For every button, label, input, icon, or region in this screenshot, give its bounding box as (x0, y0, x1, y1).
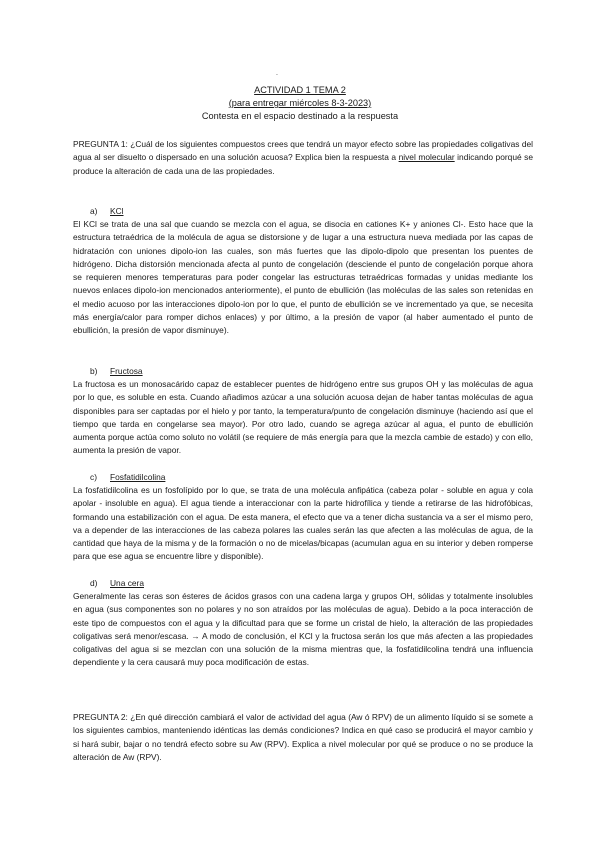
item-a-label: a) (90, 206, 98, 216)
item-c-heading (90, 471, 165, 483)
question-2: PREGUNTA 2: ¿En qué dirección cambiará el valor de actividad del agua (Aw ó RPV) de un alimento líquido si se somete a los siguientes cambios, manteniendo idénticas las demás condiciones? Indica en qué caso se producirá el mayor cambio y si hará subir, bajar o no tendrá efecto sobre su Aw (RPV). Explica a nivel molecular por qué se produce o no se produce la alteración de Aw (RPV). (73, 712, 533, 762)
item-b-answer: La fructosa es un monosacárido capaz de establecer puentes de hidrógeno entre sus grupos OH y las moléculas de agua por lo que, es soluble en esta. Cuando añadimos azúcar a una solución acuosa dejan de haber tantas moléculas de agua disponibles para ser captadas por el hielo y por tanto, la temperatura/punto de congelación disminuye (haciendo así que el tiempo que tarda en congelarse sea mayor). Por otro lado, cuando se agrega azúcar al agua, el punto de ebullición aumenta porque actúa como soluto no volátil (se requiere de más energía para que la mezcla cambie de estado) y con ello, aumenta la presión de vapor. (73, 379, 533, 456)
item-d-name: Una cera (110, 578, 144, 588)
item-d-label: d) (90, 578, 98, 588)
stray-dot: . (276, 70, 278, 77)
activity-title-text: ACTIVIDAD 1 TEMA 2 (254, 85, 346, 95)
item-d-answer: Generalmente las ceras son ésteres de ácidos grasos con una cadena larga y grupos OH, sólidas y totalmente insolubles en agua (sus componentes son no polares y no son atraídos por las moléculas de agua). Debido a la poca interacción de este tipo de compuestos con el agua y la dificultad para que se forme un cristal de hielo, la alteración de las propiedades coligativas será menor/escasa. → A modo de conclusión, el KCl y la fructosa serán los que más afecten a las propiedades coligativas del agua si se mezclan con una solución de la misma mientras que, la fosfatidilcolina tendrá una influencia dependiente y la cera causará muy poca modificación de estas. (73, 591, 533, 668)
item-c-label: c) (90, 472, 97, 482)
question-1-text-start: PREGUNTA 1: ¿Cuál de los siguientes compuestos crees que tendrá un mayor efecto sobre las propiedades coligativas del agua al ser disuelto o dispersado en una solución acuosa? Explica bien la respuesta a (73, 139, 533, 163)
item-c-answer: La fosfatidilcolina es un fosfolípido por lo que, se trata de una molécula anfipática (cabeza polar - soluble en agua y cola apolar - insoluble en agua). El agua tiende a interaccionar con la parte hidrofílica y tiende a retirarse de las hidrofóbicas, formando una estabilización con el agua. De esta manera, el efecto que va a tener dicha sustancia va a ser el mismo pero, va a depender de las interacciones de las cabeza polares las cuales serán las que afecten a las moléculas de agua, de la cantidad que haya de la misma y de la formación o no de micelas/bicapas (acumulan agua en su interior y deben romperse para que ese agua se encuentre libre y disponible). (73, 485, 533, 562)
question-1-text-end: indicando porqué se produce la alteración de cada una de las propiedades. (73, 152, 534, 176)
item-b-label: b) (90, 366, 98, 376)
item-d-heading (90, 577, 144, 589)
question-1 (73, 138, 533, 178)
item-b-name: Fructosa (110, 366, 143, 376)
activity-title (0, 84, 600, 96)
activity-instruction: Contesta en el espacio destinado a la respuesta (201, 111, 399, 121)
item-a-answer: El KCl se trata de una sal que cuando se mezcla con el agua, se disocia en cationes K+ y aniones Cl-. Esto hace que la estructura tetraédrica de la molécula de agua se distorsione y de lugar a una estructura nueva mediada por las capas de hidratación con uniones dipolo-ion las cuales, son más fuertes que las dipolo-dipolo que presentan los puentes de hidrógeno. Dicha distorsión mencionada afecta al punto de congelación (desciende el punto de congelación porque ahora se requieren menores temperaturas para poder congelar las estructuras tetraédricas formadas y unidas mediante los nuevos enlaces dipolo-ion mencionados anteriormente), el punto de ebullición (las moléculas de las sales son retenidas en el medio acuoso por las interacciones dipolo-ion por lo que, el punto de ebullición se ve incrementado ya que, se necesita más energía/calor para romper dichos enlaces) y por último, a la presión de vapor (al haber aumentado el punto de ebullición, la presión de vapor disminuye). (73, 219, 533, 336)
item-b-heading (90, 365, 143, 377)
question-1-underlined: nivel molecular (398, 152, 455, 163)
activity-subtitle-text: (para entregar miércoles 8-3-2023) (228, 98, 372, 108)
item-c-name: Fosfatidilcolina (110, 472, 166, 482)
activity-subtitle (0, 97, 600, 109)
item-a-heading (90, 205, 124, 217)
item-a-name: KCl (110, 206, 124, 216)
